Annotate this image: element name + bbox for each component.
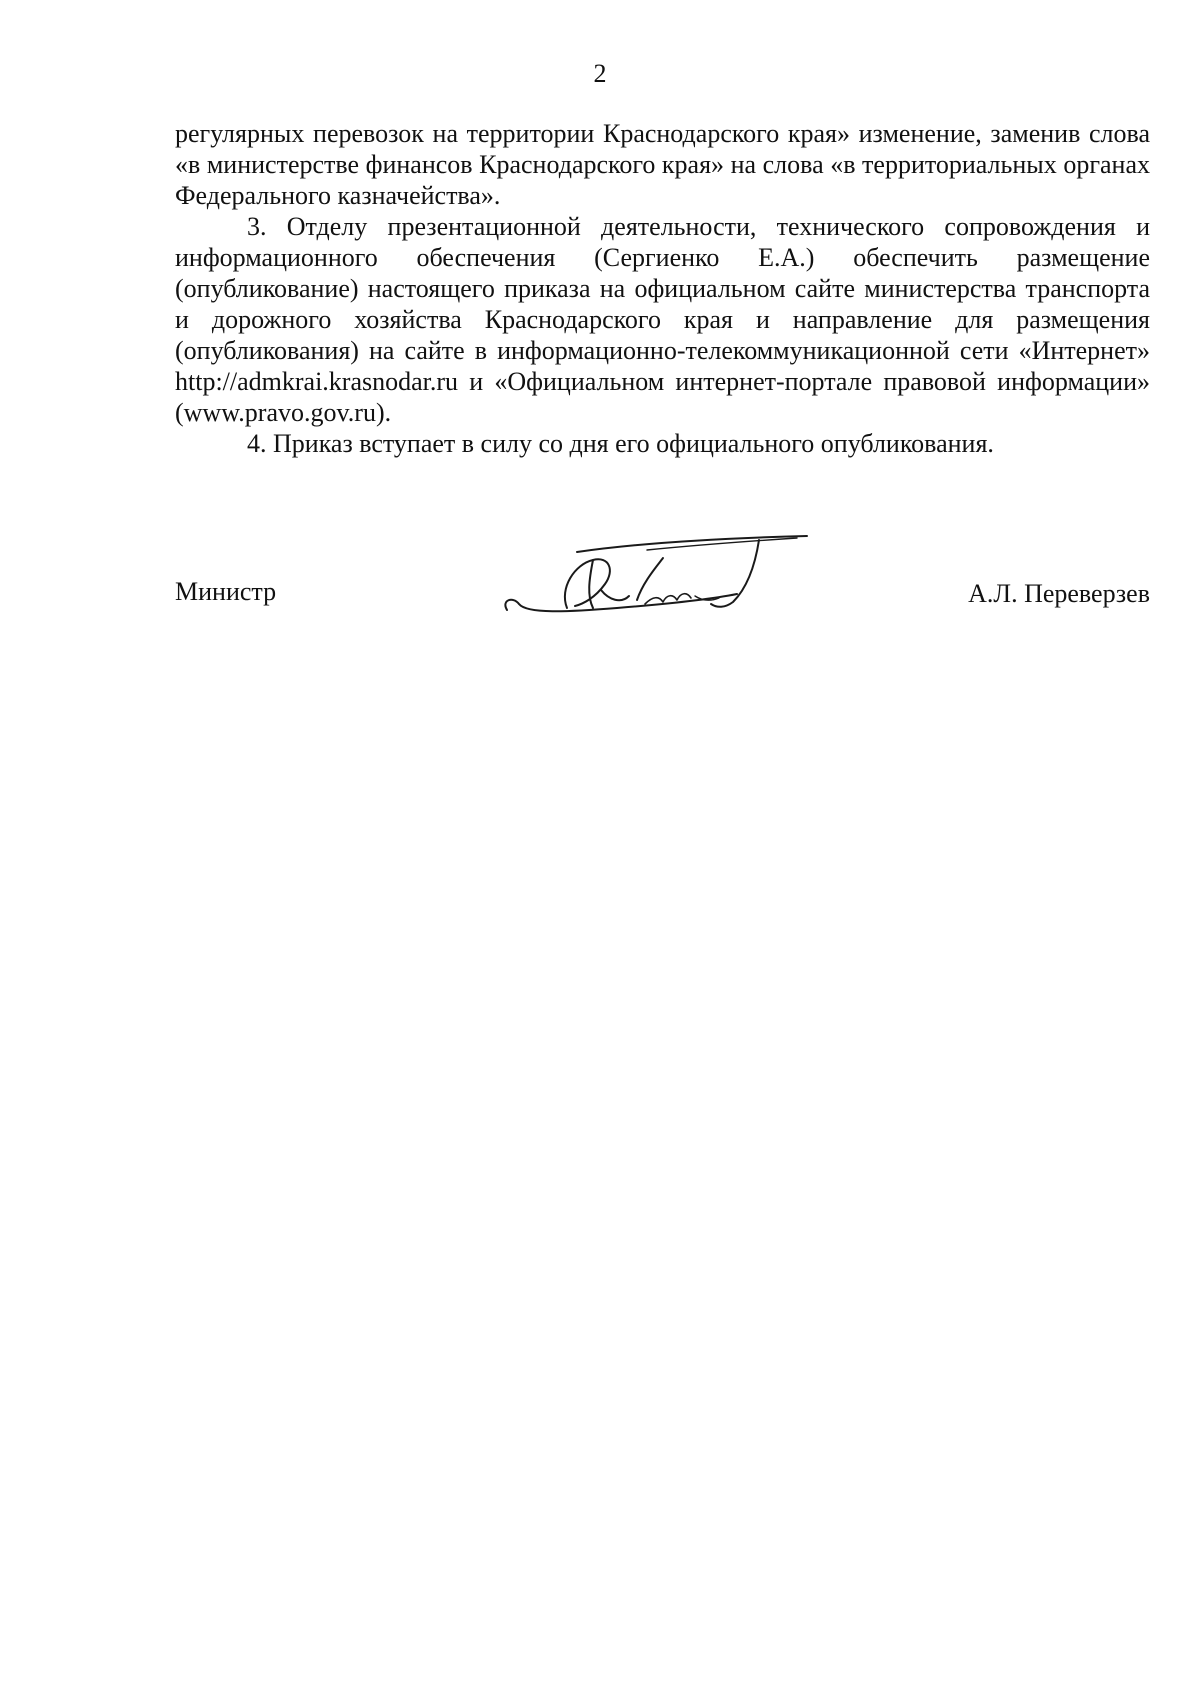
paragraph-continuation: регулярных перевозок на территории Краснодарского края» изменение, заменив слова «в министерстве финансов Краснодарского края» на слова «в территориальных органах Федерального казначейства». <box>175 119 1150 210</box>
signature-block <box>175 530 1150 640</box>
document-body <box>175 118 1150 459</box>
page-number: 2 <box>593 59 607 88</box>
paragraph-item-3: 3. Отделу презентационной деятельности, технического сопровождения и информационного обеспечения (Сергиенко Е.А.) обеспечить размещение (опубликование) настоящего приказа на официальном сайте министерства транспорта и дорожного хозяйства Краснодарского края и направление для размещения (опубликования) на сайте в информационно-телекоммуникационной сети «Интернет» http://admkrai.krasnodar.ru и «Официальном интернет-портале правовой информации» (www.pravo.gov.ru). <box>175 212 1150 427</box>
signer-name: А.Л. Переверзев <box>968 579 1150 608</box>
handwritten-signature <box>497 530 837 640</box>
paragraph-item-4: 4. Приказ вступает в силу со дня его официального опубликования. <box>247 429 994 458</box>
signer-position: Министр <box>175 577 277 606</box>
